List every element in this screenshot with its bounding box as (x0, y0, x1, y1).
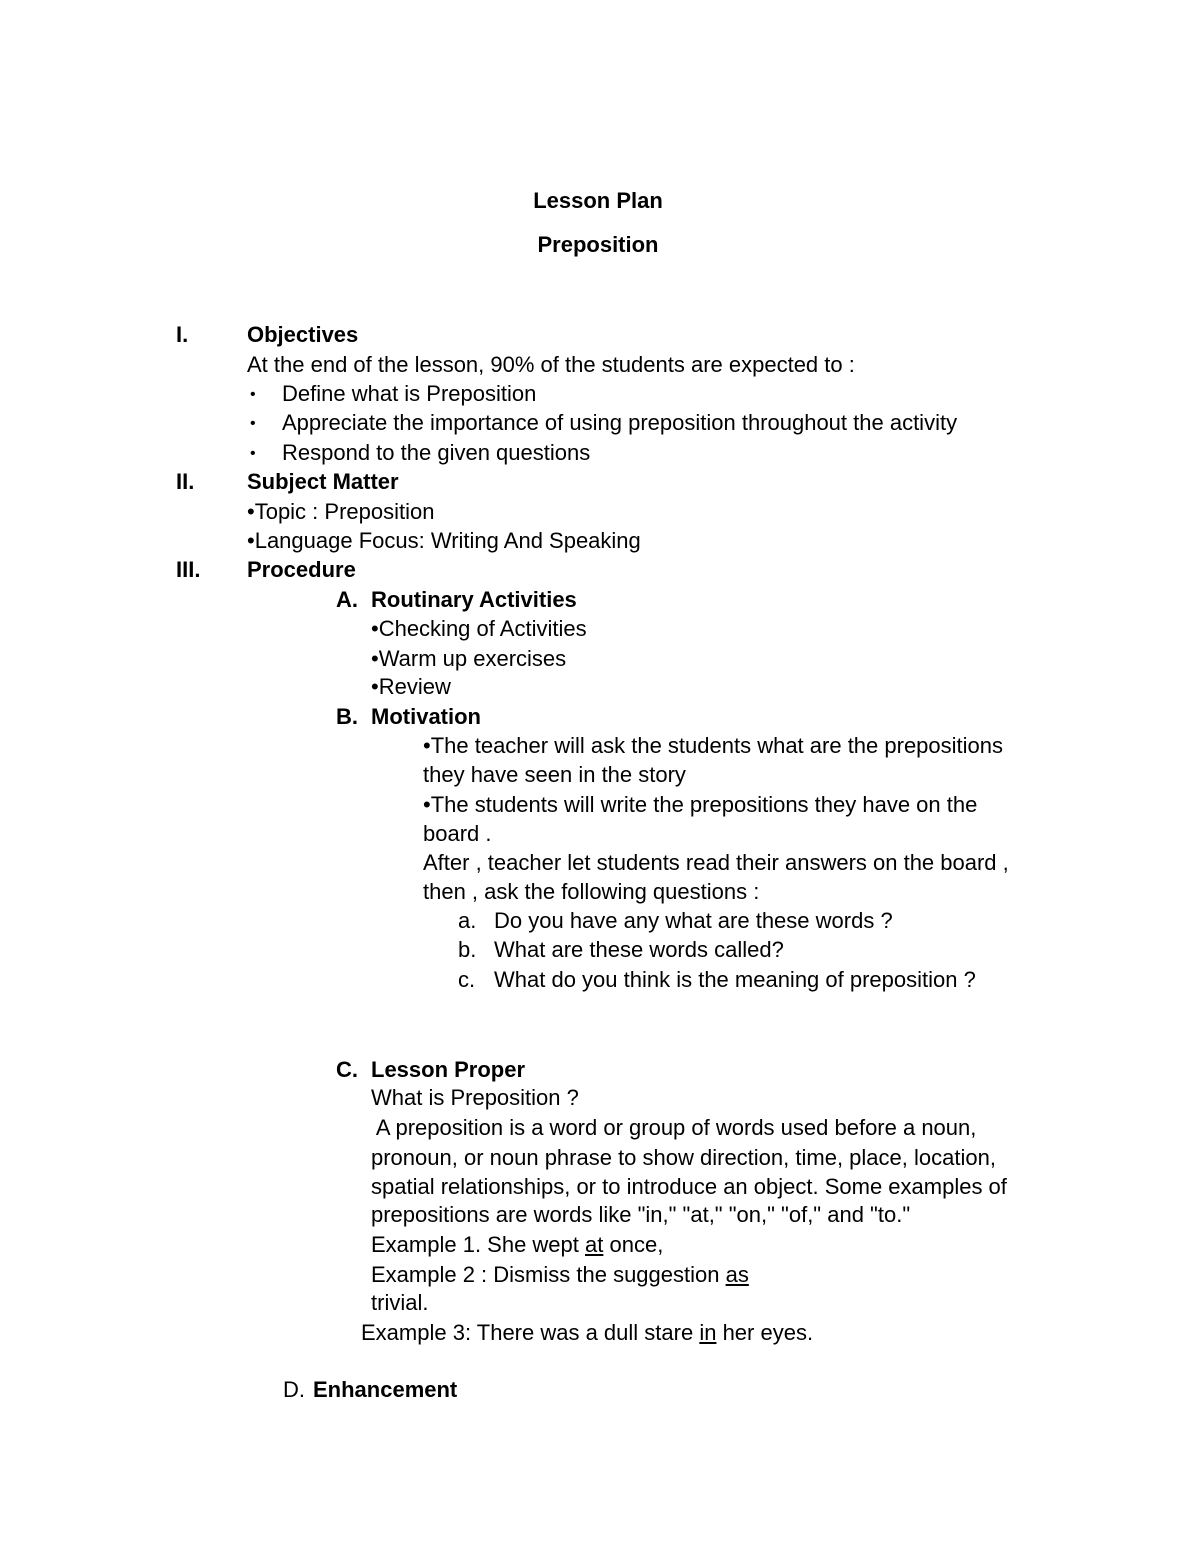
definition-line: A preposition is a word or group of words used before a noun, (371, 1115, 977, 1140)
subsection-heading-routinary: Routinary Activities (371, 587, 577, 612)
definition-line: prepositions are words like "in," "at," "on," "of," and "to." (371, 1202, 911, 1227)
subject-language-focus: •Language Focus: Writing And Speaking (247, 528, 641, 553)
subsection-letter-d: D. (283, 1377, 305, 1402)
motivation-line: then , ask the following questions : (423, 879, 760, 904)
document-title: Lesson Plan (533, 188, 663, 213)
definition-line: spatial relationships, or to introduce an object. Some examples of (371, 1174, 1007, 1199)
question-text: What do you think is the meaning of preposition ? (494, 967, 976, 992)
subsection-heading-enhancement: Enhancement (313, 1377, 458, 1402)
section-number-3: III. (176, 557, 201, 582)
document-subtitle: Preposition (537, 232, 659, 257)
example-text: Example 1. She wept (371, 1232, 586, 1257)
objective-item: Respond to the given questions (282, 440, 591, 465)
question-text: Do you have any what are these words ? (494, 908, 893, 933)
subject-topic: •Topic : Preposition (247, 499, 435, 524)
objective-item: Appreciate the importance of using preposition throughout the activity (282, 410, 958, 435)
motivation-line: •The students will write the prepositions they have on the (423, 792, 978, 817)
example-text: Example 3: There was a dull stare (361, 1320, 700, 1345)
example-text: once, (603, 1232, 664, 1257)
example-3 (361, 1320, 813, 1346)
routinary-item: •Review (371, 674, 451, 699)
definition-line: pronoun, or noun phrase to show direction, time, place, location, (371, 1145, 996, 1170)
example-text: Example 2 : Dismiss the suggestion (371, 1262, 726, 1287)
motivation-line: •The teacher will ask the students what are the prepositions (423, 733, 1004, 758)
example-text: her eyes. (716, 1320, 814, 1345)
objective-item: Define what is Preposition (282, 381, 537, 406)
example-preposition: as (725, 1262, 749, 1287)
section-heading-procedure: Procedure (247, 557, 356, 582)
motivation-line: they have seen in the story (423, 762, 686, 787)
routinary-item: •Warm up exercises (371, 646, 567, 671)
question-text: What are these words called? (494, 937, 784, 962)
example-1 (371, 1232, 663, 1258)
example-preposition: at (585, 1232, 604, 1257)
question-letter: b. (458, 937, 477, 962)
section-heading-objectives: Objectives (247, 322, 359, 347)
subsection-heading-lesson-proper: Lesson Proper (371, 1057, 526, 1082)
bullet-icon: • (250, 386, 256, 403)
motivation-line: After , teacher let students read their answers on the board , (423, 850, 1009, 875)
question-letter: c. (458, 967, 476, 992)
section-heading-subject-matter: Subject Matter (247, 469, 399, 494)
section-number-2: II. (176, 469, 195, 494)
routinary-item: •Checking of Activities (371, 616, 587, 641)
example-2 (371, 1262, 749, 1288)
motivation-line: board . (423, 821, 492, 846)
section-number-1: I. (176, 322, 189, 347)
example-2-continued: trivial. (371, 1290, 429, 1315)
subsection-letter-c: C. (336, 1057, 358, 1082)
question-letter: a. (458, 908, 477, 933)
bullet-icon: • (250, 445, 256, 462)
subsection-letter-b: B. (336, 704, 358, 729)
bullet-icon: • (250, 415, 256, 432)
subsection-heading-motivation: Motivation (371, 704, 481, 729)
objectives-intro: At the end of the lesson, 90% of the students are expected to : (247, 352, 855, 377)
lesson-question: What is Preposition ? (371, 1085, 579, 1110)
example-preposition: in (699, 1320, 717, 1345)
subsection-letter-a: A. (336, 587, 358, 612)
